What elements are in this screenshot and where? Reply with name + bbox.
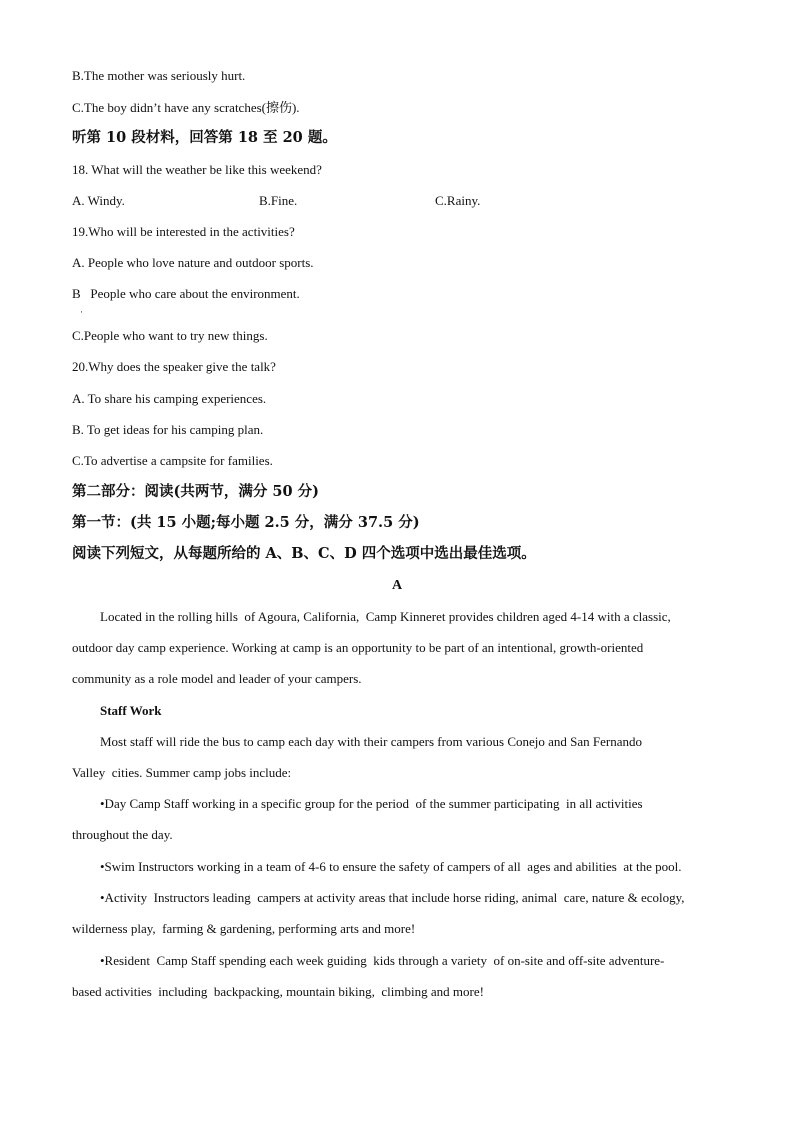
q17-option-b: B.The mother was seriously hurt. [72, 68, 246, 83]
section10-title: 听第 10 段材料，回答第 18 至 20 题。 [72, 129, 337, 146]
passage-a-intro-line: Located in the rolling hills of Agoura, California, Camp Kinneret provides children aged 4-14 with a classic, [100, 609, 671, 624]
q18-option-c: C.Rainy. [435, 193, 481, 208]
passage-a-intro-line: outdoor day camp experience. Working at camp is an opportunity to be part of an intentional, growth-oriented [72, 640, 644, 655]
job-bullet-line: •Resident Camp Staff spending each week guiding kids through a variety of on-site and off-site adventure- [100, 953, 665, 968]
q20-option-c: C.To advertise a campsite for families. [72, 453, 273, 468]
passage-a-intro-line: community as a role model and leader of your campers. [72, 671, 362, 686]
q20-option-b: B. To get ideas for his camping plan. [72, 422, 264, 437]
job-bullet-line: wilderness play, farming & gardening, performing arts and more! [72, 921, 416, 936]
q19-option-b: B People who care about the environment. [72, 286, 300, 301]
q19-question: 19.Who will be interested in the activities? [72, 224, 295, 239]
q18-option-b: B.Fine. [259, 193, 298, 208]
q18-question: 18. What will the weather be like this weekend? [72, 162, 322, 177]
job-bullet-line: throughout the day. [72, 827, 173, 842]
passage-a-label: A [391, 578, 403, 593]
q17-option-c: C.The boy didn’t have any scratches(擦伤). [72, 100, 300, 115]
job-bullet-line: •Day Camp Staff working in a specific group for the period of the summer participating in all activities [100, 796, 643, 811]
job-bullet-line: •Swim Instructors working in a team of 4-6 to ensure the safety of campers of all ages and abilities at the pool. [100, 859, 682, 874]
q20-option-a: A. To share his camping experiences. [72, 391, 267, 406]
part2-title: 第二部分：阅读(共两节，满分 50 分) [72, 483, 319, 500]
staff-intro-line: Most staff will ride the bus to camp each day with their campers from various Conejo and San Fernando [100, 734, 643, 749]
q19-option-c: C.People who want to try new things. [72, 328, 268, 343]
job-bullet-line: based activities including backpacking, mountain biking, climbing and more! [72, 984, 484, 999]
q19-option-b-dot: · [80, 307, 83, 317]
q18-option-a: A. Windy. [72, 193, 125, 208]
q20-question: 20.Why does the speaker give the talk? [72, 359, 276, 374]
reading-instructions: 阅读下列短文，从每题所给的 A、B、C、D 四个选项中选出最佳选项。 [72, 545, 536, 562]
staff-work-heading: Staff Work [100, 703, 162, 718]
job-bullet-line: •Activity Instructors leading campers at activity areas that include horse riding, animal care, nature & ecology, [100, 890, 685, 905]
staff-intro-line: Valley cities. Summer camp jobs include: [72, 765, 292, 780]
section1-title: 第一节：(共 15 小题;每小题 2.5 分，满分 37.5 分) [72, 514, 420, 531]
q19-option-a: A. People who love nature and outdoor sports. [72, 255, 314, 270]
